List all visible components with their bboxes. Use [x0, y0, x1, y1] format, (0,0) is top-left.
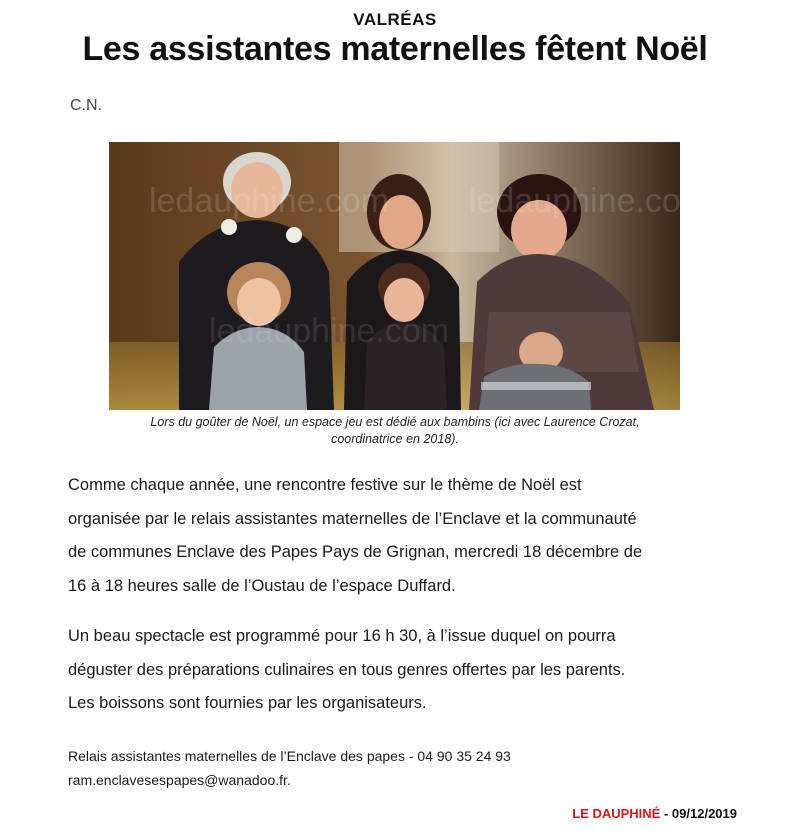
paragraph-line: Les boissons sont fournies par les organisateurs. — [68, 694, 427, 712]
photo-watermark: ledauphine.com — [469, 182, 710, 220]
source-footer — [572, 806, 737, 821]
paragraph-line: Comme chaque année, une rencontre festive sur le thème de Noël est — [68, 476, 582, 494]
photo-watermark: ledauphine.com — [149, 182, 390, 220]
caption-line: coordinatrice en 2018). — [331, 432, 459, 446]
caption-line: Lors du goûter de Noël, un espace jeu est dédié aux bambins (ici avec Laurence Crozat, — [150, 415, 640, 429]
article-headline: Les assistantes maternelles fêtent Noël — [82, 30, 708, 68]
paragraph-line: 16 à 18 heures salle de l’Oustau de l’espace Duffard. — [68, 576, 456, 595]
article-paragraph — [68, 620, 748, 721]
paragraph-line: déguster des préparations culinaires en tous genres offertes par les parents. — [68, 660, 626, 679]
contact-info — [68, 744, 511, 792]
article-photo — [109, 142, 710, 410]
source-date: 09/12/2019 — [671, 806, 737, 821]
paragraph-line: organisée par le relais assistantes maternelles de l’Enclave et la communauté — [68, 509, 637, 528]
source-separator: - — [660, 806, 672, 821]
photo-watermark: ledauphine.com — [209, 312, 450, 350]
article-kicker: VALRÉAS — [353, 10, 437, 29]
paragraph-line: de communes Enclave des Papes Pays de Grignan, mercredi 18 décembre de — [68, 543, 643, 561]
article-paragraph — [68, 469, 748, 603]
contact-phone-line: Relais assistantes maternelles de l’Enclave des papes - 04 90 35 24 93 — [68, 748, 511, 764]
article-byline: C.N. — [70, 97, 102, 114]
paragraph-line: Un beau spectacle est programmé pour 16 h 30, à l’issue duquel on pourra — [68, 627, 616, 645]
source-name: LE DAUPHINÉ — [572, 806, 661, 821]
contact-email-line: ram.enclavesespapes@wanadoo.fr. — [68, 772, 291, 788]
photo-caption — [100, 414, 690, 448]
